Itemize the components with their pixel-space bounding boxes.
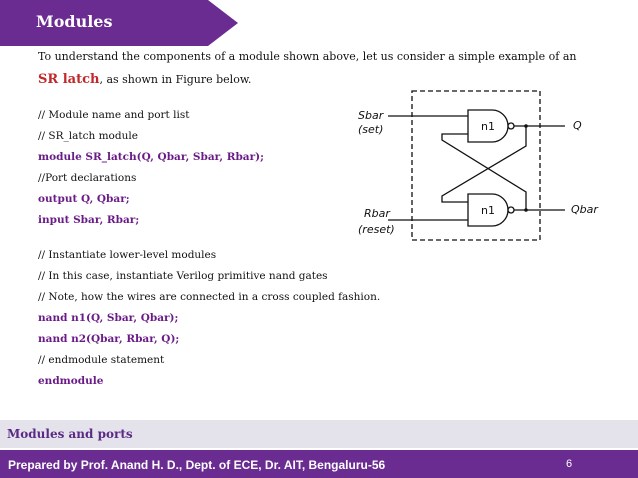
code-line: // Module name and port list xyxy=(38,109,190,121)
intro-text-2 xyxy=(38,72,251,87)
gate1-label: n1 xyxy=(481,120,495,133)
code-line: nand n1(Q, Sbar, Qbar); xyxy=(38,312,179,324)
code-line: endmodule xyxy=(38,375,104,387)
set-label: (set) xyxy=(358,123,384,136)
code-line: module SR_latch(Q, Qbar, Sbar, Rbar); xyxy=(38,151,264,163)
intro-text: To understand the components of a module shown above, let us consider a simple example of an xyxy=(38,50,577,63)
code-line: // In this case, instantiate Verilog primitive nand gates xyxy=(38,270,328,282)
slide-title: Modules xyxy=(36,12,113,31)
sbar-label: Sbar xyxy=(358,109,384,122)
code-line: output Q, Qbar; xyxy=(38,193,130,205)
code-line: // endmodule statement xyxy=(38,354,165,366)
code-line: nand n2(Qbar, Rbar, Q); xyxy=(38,333,180,345)
nand-bubble-2 xyxy=(508,207,514,213)
footer-credit: Prepared by Prof. Anand H. D., Dept. of ECE, Dr. AIT, Bengaluru-56 xyxy=(8,458,386,472)
junction-dot-q xyxy=(524,124,528,128)
gate2-label: n1 xyxy=(481,204,495,217)
qbar-label: Qbar xyxy=(571,203,598,216)
junction-dot-qbar xyxy=(524,208,528,212)
code-line: // Note, how the wires are connected in a cross coupled fashion. xyxy=(38,291,381,303)
code-line: //Port declarations xyxy=(38,172,137,184)
q-label: Q xyxy=(573,119,582,132)
nand-bubble-1 xyxy=(508,123,514,129)
reset-label: (reset) xyxy=(358,223,395,236)
section-title: Modules and ports xyxy=(7,427,133,441)
sr-latch-diagram xyxy=(350,88,620,248)
rbar-label: Rbar xyxy=(364,207,390,220)
intro-tail: , as shown in Figure below. xyxy=(99,73,252,86)
code-line: input Sbar, Rbar; xyxy=(38,214,140,226)
page-number: 6 xyxy=(566,458,573,470)
code-line: // Instantiate lower-level modules xyxy=(38,249,217,261)
sr-latch-highlight: SR latch xyxy=(38,72,100,87)
code-line: // SR_latch module xyxy=(38,130,138,142)
